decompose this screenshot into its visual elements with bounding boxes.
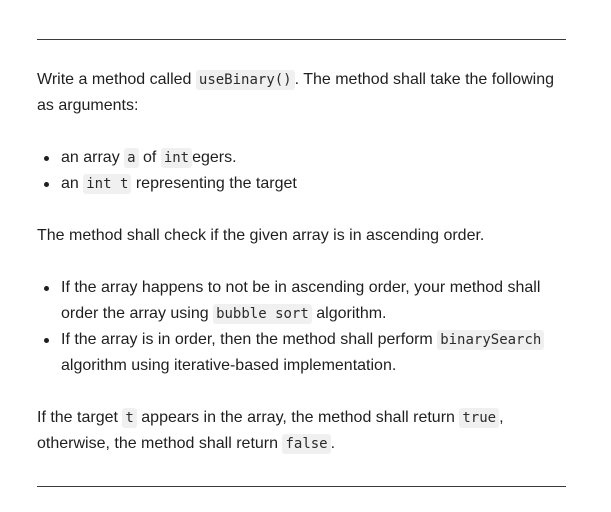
text-span: egers. bbox=[192, 149, 237, 166]
horizontal-rule-top bbox=[37, 39, 566, 40]
text-span: an bbox=[61, 175, 84, 192]
method-name-code: useBinary() bbox=[196, 70, 295, 90]
text-span: algorithm using iterative-based implementation. bbox=[61, 357, 397, 374]
text-span: appears in the array, the method shall return bbox=[136, 409, 460, 426]
text-span: algorithm. bbox=[311, 305, 387, 322]
list-item-array-argument bbox=[61, 145, 569, 171]
array-var-code: a bbox=[124, 148, 138, 168]
int-t-code: int t bbox=[83, 174, 131, 194]
behavior-list bbox=[37, 275, 569, 379]
list-item-bubble-sort bbox=[61, 275, 569, 327]
document-body bbox=[37, 67, 569, 457]
text-span: If the array is in order, then the method shall perform bbox=[61, 331, 438, 348]
text-span: , otherwise, the method shall return bbox=[37, 409, 504, 452]
check-order-paragraph: The method shall check if the given array is in ascending order. bbox=[37, 227, 485, 244]
text-span: . The method shall take the following as arguments: bbox=[37, 71, 555, 114]
text-span: representing the target bbox=[131, 175, 297, 192]
text-span: . bbox=[330, 435, 336, 452]
true-literal-code: true bbox=[459, 408, 499, 428]
return-paragraph bbox=[37, 405, 569, 457]
text-span: If the target bbox=[37, 409, 123, 426]
arguments-list bbox=[37, 145, 569, 197]
bubble-sort-code: bubble sort bbox=[213, 304, 312, 324]
text-span: If the array happens to not be in ascending order, your method shall order the array using bbox=[61, 279, 541, 322]
int-type-code: int bbox=[161, 148, 192, 168]
text-span: of bbox=[138, 149, 161, 166]
list-item-binary-search bbox=[61, 327, 569, 379]
list-item-target-argument bbox=[61, 171, 569, 197]
horizontal-rule-bottom bbox=[37, 486, 566, 487]
text-span: an array bbox=[61, 149, 125, 166]
binary-search-code: binarySearch bbox=[437, 330, 544, 350]
intro-paragraph bbox=[37, 67, 569, 119]
text-span: Write a method called bbox=[37, 71, 196, 88]
false-literal-code: false bbox=[282, 434, 330, 454]
target-t-code: t bbox=[122, 408, 136, 428]
